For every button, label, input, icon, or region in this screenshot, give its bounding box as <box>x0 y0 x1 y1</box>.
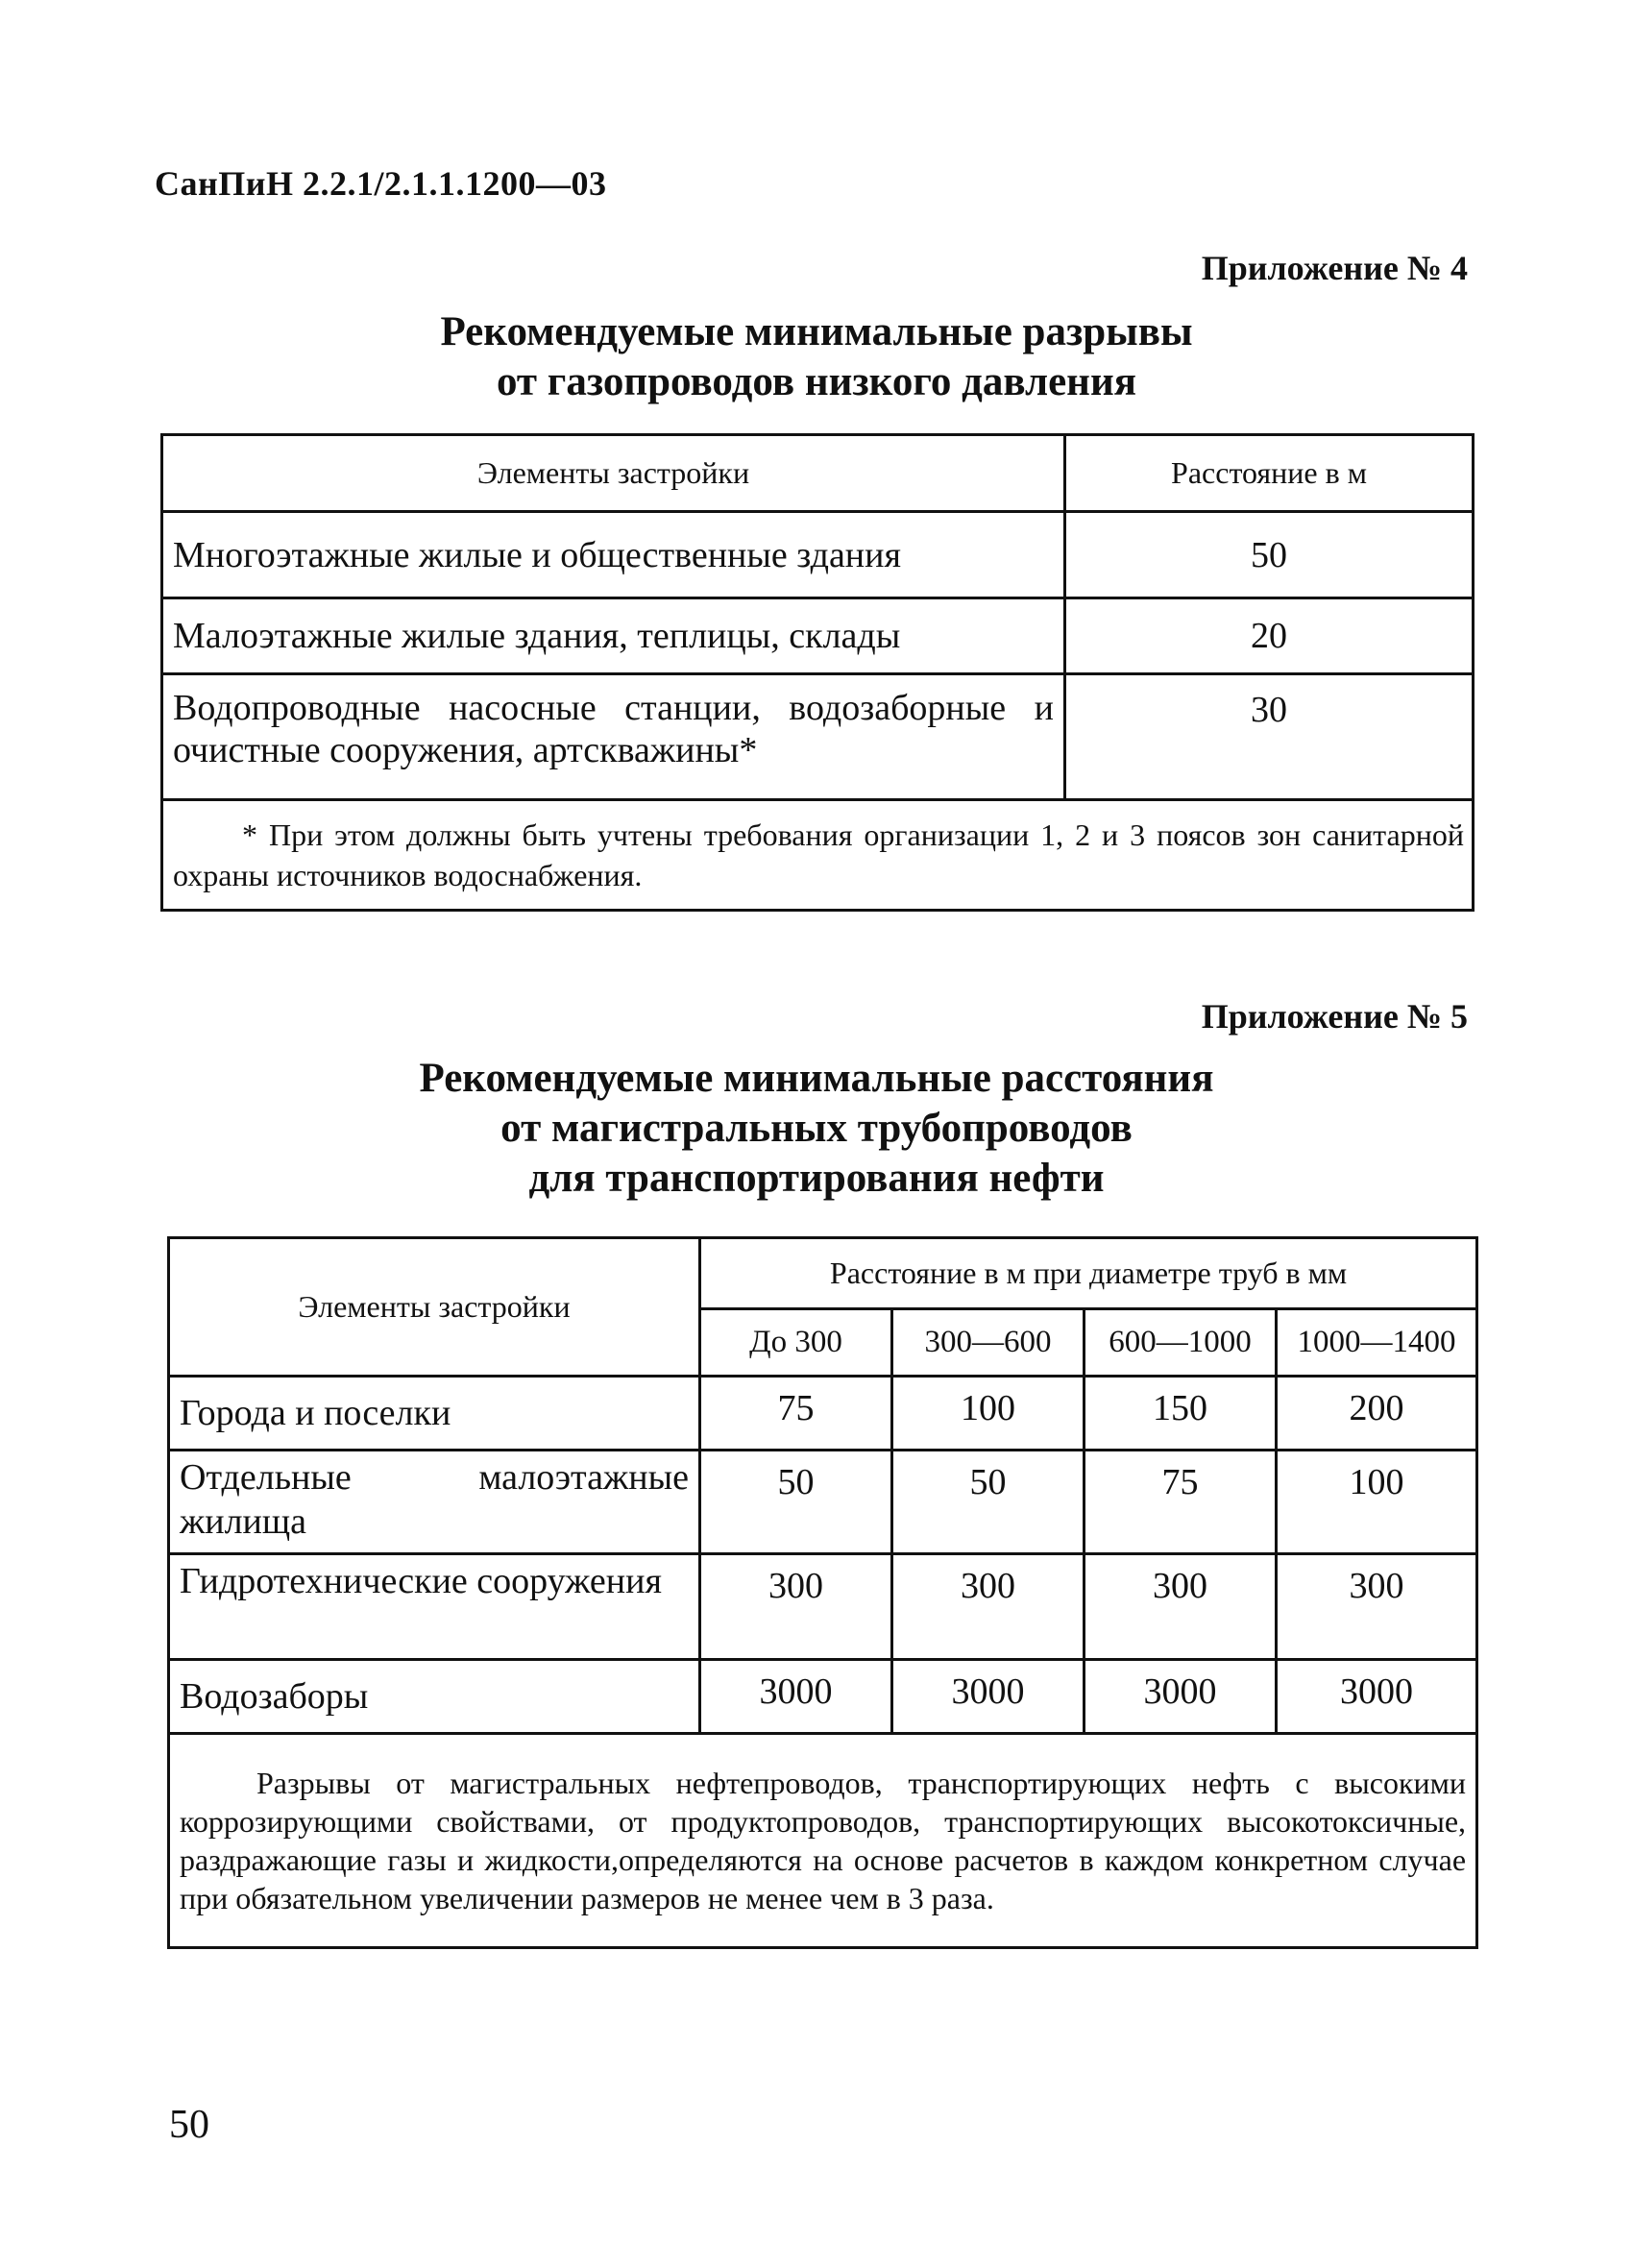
table-row <box>169 1660 1477 1734</box>
row-value: 75 <box>1085 1451 1277 1554</box>
row-value: 100 <box>892 1377 1085 1451</box>
row-name: Города и поселки <box>169 1377 700 1451</box>
column-header-elements: Элементы застройки <box>162 435 1065 512</box>
row-value: 30 <box>1065 674 1474 800</box>
table-row <box>162 598 1474 674</box>
appendix-4-label: Приложение № 4 <box>1201 249 1468 287</box>
row-value: 75 <box>700 1377 892 1451</box>
appendix-5-title <box>0 1054 1633 1204</box>
appendix-5-title-line-1: Рекомендуемые минимальные расстояния <box>419 1056 1214 1101</box>
row-value: 20 <box>1065 598 1474 674</box>
row-value: 3000 <box>700 1660 892 1734</box>
row-name: Гидротехнические сооружения <box>169 1554 700 1660</box>
table-row <box>162 512 1474 598</box>
row-value: 100 <box>1277 1451 1477 1554</box>
row-value: 150 <box>1085 1377 1277 1451</box>
table-row <box>162 674 1474 800</box>
row-value: 3000 <box>892 1660 1085 1734</box>
appendix-4-title <box>0 307 1633 407</box>
gas-pipeline-distances-table <box>160 433 1475 912</box>
row-value: 50 <box>700 1451 892 1554</box>
oil-pipeline-distances-table <box>167 1236 1478 1949</box>
appendix-5-title-line-2: от магистральных трубопроводов <box>500 1106 1133 1151</box>
row-value: 300 <box>700 1554 892 1660</box>
appendix-4-title-line-2: от газопроводов низкого давления <box>497 359 1136 404</box>
subcolumn-header: 1000—1400 <box>1277 1309 1477 1377</box>
appendix-5-title-line-3: для транспортирования нефти <box>528 1156 1105 1201</box>
row-value: 3000 <box>1085 1660 1277 1734</box>
table-row <box>169 1554 1477 1660</box>
appendix-5-label: Приложение № 5 <box>1201 997 1468 1036</box>
row-name: Водопроводные насосные станции, водозаборные и очистные сооружения, артскважины* <box>162 674 1065 800</box>
row-value: 300 <box>1277 1554 1477 1660</box>
table-row <box>169 1377 1477 1451</box>
footnote-cell <box>162 800 1474 911</box>
subcolumn-header: 300—600 <box>892 1309 1085 1377</box>
column-header-distance: Расстояние в м <box>1065 435 1474 512</box>
document-code: СанПиН 2.2.1/2.1.1.1200—03 <box>155 164 607 203</box>
column-header-distance-group: Расстояние в м при диаметре труб в мм <box>700 1238 1477 1309</box>
row-name: Многоэтажные жилые и общественные здания <box>162 512 1065 598</box>
row-value: 50 <box>892 1451 1085 1554</box>
subcolumn-header: До 300 <box>700 1309 892 1377</box>
row-value: 200 <box>1277 1377 1477 1451</box>
row-value: 3000 <box>1277 1660 1477 1734</box>
row-value: 300 <box>1085 1554 1277 1660</box>
note-text: Разрывы от магистральных нефтепроводов, транспортирующих нефть с высокими коррозирующими свойствами, от продуктопроводов, транспортирующих высокотоксичные, раздражающие газы и жидкости,определяются на основе расчетов в каждом конкретном случае при обязательном увеличении размеров не менее чем в 3 раза. <box>180 1766 1467 1915</box>
column-header-elements: Элементы застройки <box>169 1238 700 1377</box>
row-value: 50 <box>1065 512 1474 598</box>
row-value: 300 <box>892 1554 1085 1660</box>
footnote-text: * При этом должны быть учтены требования организации 1, 2 и 3 поясов зон санитарной охраны источников водоснабжения. <box>173 817 1464 892</box>
row-name: Отдельные малоэтажные жилища <box>169 1451 700 1554</box>
appendix-4-title-line-1: Рекомендуемые минимальные разрывы <box>440 309 1193 354</box>
table-row <box>169 1451 1477 1554</box>
row-name: Водозаборы <box>169 1660 700 1734</box>
page-number: 50 <box>169 2103 209 2147</box>
subcolumn-header: 600—1000 <box>1085 1309 1277 1377</box>
table-header-row <box>169 1238 1477 1309</box>
table-note-row <box>169 1734 1477 1948</box>
row-name: Малоэтажные жилые здания, теплицы, склады <box>162 598 1065 674</box>
table-footnote-row <box>162 800 1474 911</box>
table-header-row <box>162 435 1474 512</box>
note-cell <box>169 1734 1477 1948</box>
